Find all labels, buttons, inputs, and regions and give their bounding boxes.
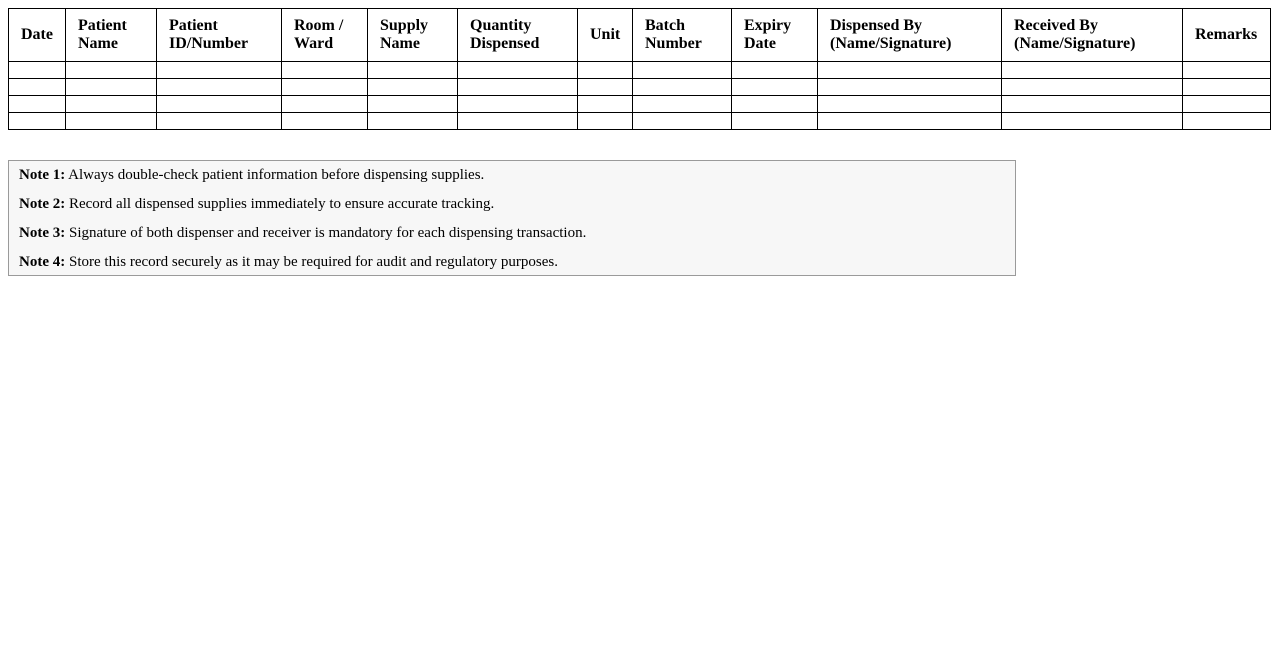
table-cell[interactable] — [578, 113, 633, 130]
column-header-line: Unit — [590, 26, 621, 43]
table-row — [9, 79, 1271, 96]
table-cell[interactable] — [1183, 113, 1271, 130]
column-header-line: Dispensed By — [830, 17, 923, 34]
table-cell[interactable] — [157, 62, 282, 79]
column-header — [732, 9, 818, 62]
column-header-line: Supply — [380, 17, 429, 34]
column-header-line: ID/Number — [169, 35, 249, 52]
table-cell[interactable] — [732, 96, 818, 113]
table-cell[interactable] — [732, 62, 818, 79]
table-cell[interactable] — [282, 62, 368, 79]
column-header — [633, 9, 732, 62]
table-cell[interactable] — [633, 113, 732, 130]
notes-box — [8, 160, 1016, 276]
table-cell[interactable] — [732, 113, 818, 130]
column-header-line: Name — [380, 35, 420, 52]
table-cell[interactable] — [282, 79, 368, 96]
note-label: Note 1: — [19, 167, 66, 183]
table-cell[interactable] — [157, 113, 282, 130]
note-label: Note 3: — [19, 225, 66, 241]
table-cell[interactable] — [66, 96, 157, 113]
table-row — [9, 113, 1271, 130]
note-item — [19, 254, 1005, 283]
column-header — [368, 9, 458, 62]
table-cell[interactable] — [1002, 79, 1183, 96]
table-cell[interactable] — [9, 62, 66, 79]
column-header-line: Patient — [169, 17, 218, 34]
table-cell[interactable] — [9, 96, 66, 113]
column-header-line: Quantity — [470, 17, 532, 34]
table-row — [9, 96, 1271, 113]
table-cell[interactable] — [368, 62, 458, 79]
table-cell[interactable] — [66, 79, 157, 96]
column-header-line: Expiry — [744, 17, 792, 34]
table-row — [9, 62, 1271, 79]
table-cell[interactable] — [368, 113, 458, 130]
column-header — [66, 9, 157, 62]
table-cell[interactable] — [1002, 96, 1183, 113]
column-header-line: Received By — [1014, 17, 1098, 34]
table-cell[interactable] — [633, 62, 732, 79]
table-cell[interactable] — [9, 113, 66, 130]
table-cell[interactable] — [66, 62, 157, 79]
column-header-line: Date — [744, 35, 776, 52]
table-cell[interactable] — [732, 79, 818, 96]
table-cell[interactable] — [1002, 62, 1183, 79]
note-item — [19, 196, 1005, 225]
table-cell[interactable] — [157, 96, 282, 113]
table-cell[interactable] — [157, 79, 282, 96]
column-header — [1183, 9, 1271, 62]
column-header-line: Dispensed — [470, 35, 540, 52]
table-cell[interactable] — [1183, 62, 1271, 79]
column-header — [282, 9, 368, 62]
table-cell[interactable] — [818, 113, 1002, 130]
table-cell[interactable] — [66, 113, 157, 130]
note-item — [19, 225, 1005, 254]
column-header-line: Date — [21, 26, 53, 43]
column-header-line: Ward — [294, 35, 334, 52]
column-header-line: (Name/Signature) — [1014, 35, 1136, 52]
note-label: Note 2: — [19, 196, 66, 212]
table-cell[interactable] — [818, 96, 1002, 113]
note-text: Signature of both dispenser and receiver is mandatory for each dispensing transaction. — [65, 225, 587, 241]
column-header — [1002, 9, 1183, 62]
column-header — [818, 9, 1002, 62]
table-cell[interactable] — [578, 96, 633, 113]
column-header-line: Name — [78, 35, 118, 52]
column-header-line: Room / — [294, 17, 344, 34]
table-header-row — [9, 9, 1271, 62]
column-header-line: Number — [645, 35, 702, 52]
column-header-line: Patient — [78, 17, 127, 34]
note-label: Note 4: — [19, 254, 66, 270]
column-header-line: Batch — [645, 17, 685, 34]
note-text: Always double-check patient information before dispensing supplies. — [65, 167, 485, 183]
column-header — [578, 9, 633, 62]
dispensing-log-table — [8, 8, 1271, 130]
table-cell[interactable] — [633, 79, 732, 96]
table-cell[interactable] — [1183, 96, 1271, 113]
column-header-line: (Name/Signature) — [830, 35, 952, 52]
note-text: Record all dispensed supplies immediately to ensure accurate tracking. — [65, 196, 495, 212]
table-cell[interactable] — [578, 79, 633, 96]
table-cell[interactable] — [578, 62, 633, 79]
table-cell[interactable] — [282, 113, 368, 130]
column-header — [9, 9, 66, 62]
note-item — [19, 167, 1005, 196]
table-cell[interactable] — [368, 79, 458, 96]
table-cell[interactable] — [282, 96, 368, 113]
table-cell[interactable] — [1002, 113, 1183, 130]
table-cell[interactable] — [458, 79, 578, 96]
table-cell[interactable] — [1183, 79, 1271, 96]
table-cell[interactable] — [9, 79, 66, 96]
note-text: Store this record securely as it may be required for audit and regulatory purposes. — [65, 254, 558, 270]
table-cell[interactable] — [818, 79, 1002, 96]
column-header — [157, 9, 282, 62]
column-header-line: Remarks — [1195, 26, 1258, 43]
table-body — [9, 62, 1271, 130]
table-cell[interactable] — [368, 96, 458, 113]
column-header — [458, 9, 578, 62]
table-cell[interactable] — [458, 62, 578, 79]
table-cell[interactable] — [458, 113, 578, 130]
table-cell[interactable] — [458, 96, 578, 113]
table-cell[interactable] — [633, 96, 732, 113]
table-cell[interactable] — [818, 62, 1002, 79]
